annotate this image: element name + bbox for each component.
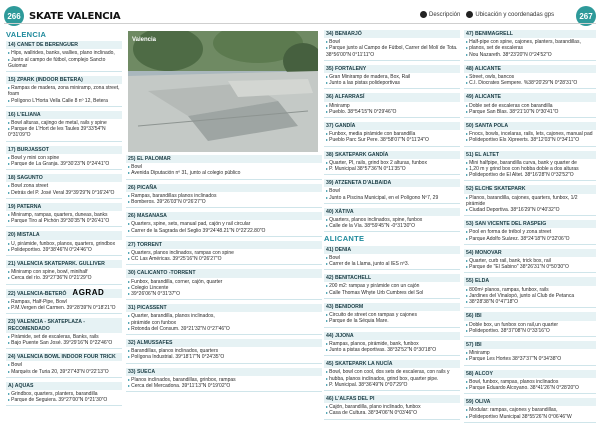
entry-detail-line: ▸ Parque de Seguiera. 39°27'00"N 0°21'30"O — [6, 397, 122, 403]
entry-title-text: 25) EL PALOMAR — [128, 156, 171, 162]
entry-title — [324, 332, 460, 340]
entry-title-text: 45) SKATEPARK LA NUCÍA — [326, 361, 393, 368]
entry-detail-line: ▸ Miniramp con spine, bowl, minihalf — [6, 269, 122, 275]
skatepark-entry — [6, 318, 122, 349]
entry-title-text: 53) SAN VICENTE DEL RASPEIG — [466, 221, 547, 228]
entry-title-text: 22) VALENCIA-BETERÓ — [8, 290, 67, 297]
page-header — [0, 0, 600, 26]
entry-title — [6, 41, 122, 49]
entry-detail-line: ▸ 1,20 m y grind box con hobba doble a dos alturas — [464, 166, 596, 172]
entry-title — [464, 398, 596, 406]
header-divider — [4, 23, 596, 24]
entry-detail-line: ▸ Miniramp, rampas, quarters, duneas, banks — [6, 212, 122, 218]
entry-title — [126, 368, 322, 376]
skatepark-entry — [126, 212, 322, 237]
entry-detail-line: ▸ Rampas, Half-Pipe, Bowl — [6, 299, 122, 305]
skatepark-entry — [126, 304, 322, 335]
skatepark-entry — [6, 76, 122, 107]
skatepark-entry — [6, 174, 122, 199]
entry-title — [6, 146, 122, 154]
brand-prefix: SKATE — [29, 11, 64, 22]
entry-detail-line: ▸ Polideportivo. 38°37'08"N 0°33'16"O — [464, 328, 596, 334]
brand-title — [29, 11, 120, 22]
entry-title-text: 47) BENIMAGRELL — [466, 31, 513, 37]
entry-detail-line: ▸ Bowl — [126, 164, 322, 170]
entry-detail-line: ▸ P.M.Vergen del Carmen. 39°28'39"N 0°18'21"O — [6, 305, 122, 311]
entry-detail-line: ▸ Pueblo. 38°54'15"N 0°29'46"O — [324, 109, 460, 115]
entry-detail-line: ▸ Polideportivo. 39°38'46"N 0°24'46"O — [6, 247, 122, 253]
entry-detail-line: ▸ Funbox, media pirámide con barandilla — [324, 131, 460, 137]
skatepark-entry — [6, 231, 122, 256]
section-heading: ALICANTE — [324, 234, 365, 244]
entry-title-text: A) AQUAS — [8, 382, 34, 389]
entry-title-text: 24) VALENCIA BOWL INDOOR FOUR TRICK — [8, 354, 116, 361]
page-number-left: 266 — [4, 6, 24, 26]
entry-detail-line: ▸ Ciudad Deportiva. 38°16'29"N 0°40'32"O — [464, 207, 596, 213]
entry-title-text: 56) IBI — [466, 313, 482, 320]
skatepark-entry — [126, 184, 322, 209]
entry-title-text: 48) ALICANTE — [466, 65, 501, 72]
entry-detail-line: ▸ Cerca del Mercadona. 39°11'13"N 0°19'02"O — [126, 383, 322, 389]
entry-title — [6, 174, 122, 182]
entry-title — [126, 155, 322, 163]
entry-detail-line: ▸ Polideportivo Municipal 38°55'26"N 0°06'46"W — [464, 414, 596, 420]
entry-title-text: 40) XÀTIVA — [326, 208, 354, 215]
entry-detail-line: ▸ Detrás del P. José Veral 39°39'29"N 0°16'24"O — [6, 190, 122, 196]
skatepark-entry — [464, 370, 596, 395]
entry-detail-line: ▸ Parque de "El Sabino" 38°26'31"N 0°50'30"O — [464, 264, 596, 270]
entry-detail-line: ▸ Nou Nazareth. 38°23'20"N 0°24'52"O — [464, 52, 596, 58]
skatepark-entry — [6, 260, 122, 285]
entry-detail-line: ▸ Doble box, un funbox con rail,un quarter — [464, 322, 596, 328]
entry-detail-line: ▸ Polideportivo de El Altet. 38°16'28"N 0°32'52"O — [464, 172, 596, 178]
entry-title-text: 34) BENIARJÓ — [326, 31, 362, 37]
legend-item-description: Descripción — [420, 11, 460, 18]
skatepark-entry — [464, 249, 596, 274]
entry-detail-line: ▸ Junto al campo de fútbol, complejo Sancto Guiomar — [6, 57, 122, 69]
entry-title-text: 16) L'ELIANA — [8, 111, 41, 118]
info-icon — [420, 11, 427, 18]
entry-detail-line: ▸ Carrer de la Llama, junto al IES nº3. — [324, 261, 460, 267]
brand-region: VALENCIA — [66, 11, 121, 22]
entry-title — [464, 122, 596, 130]
entry-title — [464, 65, 596, 73]
location-icon — [466, 11, 473, 18]
entry-detail-line: ▸ Parque Adolfo Suárez. 38°24'18"N 0°32'06"O — [464, 236, 596, 242]
skatepark-entry — [6, 41, 122, 72]
entry-detail-line: ▸ pirámide con funbox — [126, 320, 322, 326]
skatepark-entry — [324, 303, 460, 328]
entry-detail-line: ▸ Pool en forma de trébol y zona street — [464, 229, 596, 235]
skatepark-entry — [126, 155, 322, 180]
entry-detail-line: ▸ Quarters, planos inclinados, rampas con spine — [126, 250, 322, 256]
skatepark-entry — [464, 341, 596, 366]
skatepark-entry — [464, 277, 596, 308]
entry-detail-line: ▸ Quarters, planos inclinados, spine, funbox — [324, 217, 460, 223]
entry-detail-line: ▸ Calle Thomas Whyte Urb Cumbres del Sol — [324, 290, 460, 296]
entry-detail-line: ▸ Junto a las pistas polideportivas — [324, 80, 460, 86]
skatepark-entry — [6, 111, 122, 142]
entry-title — [6, 382, 122, 390]
skatepark-entry — [6, 289, 122, 315]
entry-detail-line: ▸ Casa de Cultura. 38°34'06"N 0°03'46"O — [324, 410, 460, 416]
skatepark-entry — [6, 203, 122, 228]
entry-detail-line: ▸ Bowl zona street — [6, 183, 122, 189]
entry-detail-line: ▸ 39°26'06"N 0°31'37"O — [126, 291, 322, 297]
skatepark-entry — [324, 360, 460, 391]
entry-title — [126, 184, 322, 192]
entry-detail-line: ▸ hubba, planos inclinados, grind box, quarter pipe. — [324, 376, 460, 382]
entry-detail-line: ▸ Quarters, spine, sets, manual pad, cajón y rail circular — [126, 221, 322, 227]
skatepark-entry — [464, 220, 596, 245]
entry-detail-line: ▸ Parque de la Séquia Mare. — [324, 318, 460, 324]
entry-detail-line: ▸ C.I. Diocrates Sempere. %38°20'29"N 0°28'31"O — [464, 80, 596, 86]
entry-title — [464, 249, 596, 257]
skatepark-entry — [464, 312, 596, 337]
entry-detail-line: ▸ Carrer de la Sagrada del Seglio 39°24'48.21"N 0°22'22.80"O — [126, 228, 322, 234]
entry-detail-line: ▸ Parque de La Granja. 39°30'23"N 0°24'41"O — [6, 161, 122, 167]
entry-title — [6, 318, 122, 332]
skatepark-entry — [464, 398, 596, 423]
entry-detail-line: ▸ Circuito de street con rampas y cajones — [324, 312, 460, 318]
entry-detail-line: ▸ Quarter, barandilla, planos inclinados, — [126, 313, 322, 319]
entry-detail-line: ▸ Miniramp — [464, 350, 596, 356]
skatepark-entry — [324, 30, 460, 61]
skatepark-entry — [464, 30, 596, 61]
entry-detail-line: ▸ Junto a Piscina Municipal, en el Polígono Nº7, 29 — [324, 195, 460, 201]
entry-title-text: 46) L'ALFAS DEL PI — [326, 395, 375, 402]
entry-detail-line: ▸ Parque Tiro al Pichón 39°30'35"N 0°26'41"O — [6, 218, 122, 224]
entry-title — [464, 341, 596, 349]
entry-detail-line: ▸ CC Las Américas. 39°25'16"N 0°26'27"O — [126, 256, 322, 262]
entry-title-text: 35) FORTALENY — [326, 65, 367, 72]
agrad-logo: AGRAD — [72, 287, 105, 297]
skatepark-entry — [324, 151, 460, 176]
entry-title — [324, 303, 460, 311]
entry-detail-line: ▸ 800m² planos, rampas, funbox, rails — [464, 287, 596, 293]
entry-title-text: 42) BENITACHELL — [326, 275, 372, 282]
entry-title — [324, 360, 460, 368]
skatepark-entry — [126, 241, 322, 266]
skatepark-entry — [6, 382, 122, 407]
entry-title-text: 21) VALENCIA SKATEPARK. GULLIVER — [8, 261, 105, 268]
entry-detail-line: ▸ Doble set de escaleras con barandilla — [464, 103, 596, 109]
skatepark-entry — [324, 274, 460, 299]
entry-title — [6, 289, 122, 298]
entry-title-text: 57) IBI — [466, 341, 482, 348]
skatepark-entry — [464, 93, 596, 118]
entry-title — [464, 312, 596, 320]
entry-title-text: 38) SKATEPARK GANDÍA — [326, 151, 389, 158]
entry-detail-line: ▸ Polígono L'Horta Vella Calle 8 nº 12, Betera — [6, 98, 122, 104]
column-2 — [126, 155, 322, 396]
entry-detail-line: ▸ Hips, wallrides, banks, wallies, plano inclinado, — [6, 50, 122, 56]
entry-detail-line: ▸ Bomberos. 39°26'03"N 0°26'27"O — [126, 199, 322, 205]
entry-detail-line: ▸ Marqués de Turia 20, 39°27'43"N 0°22'13"O — [6, 369, 122, 375]
entry-title — [464, 93, 596, 101]
entry-detail-line: ▸ Gran Miniramp de madera, Box, Rail — [324, 74, 460, 80]
entry-detail-line: ▸ Bowl, funbox, rampas, planos inclinados — [464, 379, 596, 385]
entry-detail-line: ▸ P. Municipal. 38°36'49"N 0°07'29"O — [324, 382, 460, 388]
entry-title-text: 55) ELDA — [466, 278, 490, 285]
entry-detail-line: ▸ Parque Eduardo Alcoyano. 38°41'26"N 0°28'20"O — [464, 385, 596, 391]
skatepark-entry — [126, 339, 322, 364]
entry-title — [324, 395, 460, 403]
entry-detail-line: ▸ Bajo Puente San José. 39°29'16"N 0°22'46"O — [6, 340, 122, 346]
entry-title-text: 54) MONOVAR — [466, 249, 502, 256]
photo-caption: Valencia — [132, 37, 157, 43]
entry-detail-line: ▸ Miniramp — [324, 103, 460, 109]
entry-title-text: 49) ALICANTE — [466, 94, 501, 101]
column-3 — [324, 30, 460, 424]
entry-title — [464, 277, 596, 285]
skatepark-entry — [324, 208, 460, 233]
legend-item-location: Ubicación y coordenadas gps — [466, 11, 554, 18]
skatepark-entry — [324, 332, 460, 357]
skatepark-entry — [6, 146, 122, 171]
entry-title — [6, 231, 122, 239]
entry-detail-line: ▸ Planos, barandilla, cajones, quarters, funbox, 1/2 pirámide — [464, 195, 596, 207]
entry-title-text: 59) OLIVA — [466, 399, 491, 406]
entry-title — [6, 260, 122, 268]
skatepark-entry — [464, 122, 596, 147]
entry-title-text: 30) CALICANTO -TORRENT — [128, 270, 196, 277]
entry-detail-line: ▸ Street, owls, bancos — [464, 74, 596, 80]
skatepark-entry — [324, 246, 460, 271]
entry-title — [324, 246, 460, 254]
entry-detail-line: ▸ Cajón, barandilla, plano inclinado, funbox — [324, 404, 460, 410]
entry-detail-line: ▸ Parque junto al Campo de Fútbol, Carrer del Molí de Tota. 38°56'00"N 0°11'11"O — [324, 45, 460, 57]
entry-title — [324, 30, 460, 38]
entry-title-text: 17) BURJASSOT — [8, 146, 49, 153]
entry-title — [126, 304, 322, 312]
entry-title-text: 36) ALFARRASÍ — [326, 94, 365, 101]
skatepark-entry — [324, 93, 460, 118]
entry-title — [126, 241, 322, 249]
entry-detail-line: ▸ Quarter, curb rail, bank, trick box, rail — [464, 258, 596, 264]
entry-title-text: 32) ALMUSSAFES — [128, 340, 173, 347]
entry-detail-line: ▸ Parque Les Hortes 38°37'37"N 0°34'38"O — [464, 356, 596, 362]
entry-title-text: 39) ATZENETA D'ALBAIDA — [326, 180, 392, 187]
skatepark-photo — [128, 31, 318, 152]
entry-title-text: 23) VALENCIA - SKATEPLAZA - RECOMENDADO — [8, 319, 85, 332]
entry-detail-line: ▸ Rampas de madera, zona miniramp, zona street, foam — [6, 85, 122, 97]
entry-title — [6, 111, 122, 119]
skatepark-entry — [126, 368, 322, 393]
entry-detail-line: ▸ planos, set de escaleras — [464, 45, 596, 51]
skatepark-entry — [324, 179, 460, 204]
entry-title — [324, 208, 460, 216]
entry-detail-line: ▸ Bowl — [324, 39, 460, 45]
entry-detail-line: ▸ Quarter, PI, rails, grind box 2 alturas, funbox — [324, 160, 460, 166]
entry-title — [126, 269, 322, 277]
entry-title — [6, 76, 122, 84]
entry-detail-line: ▸ Fnocs, bowls, incelaras, rails, lets, cajones, manual pad — [464, 131, 596, 137]
entry-title-text: 15) ZPARK (INDOOR BETERA) — [8, 77, 83, 84]
entry-detail-line: ▸ Grindbox, quarters, planters, barandilla — [6, 391, 122, 397]
entry-detail-line: ▸ Avenida Diputación nº 31, junto al colegio público — [126, 170, 322, 176]
entry-detail-line: ▸ Mini halfpipe, barandilla curva, bank y quarter de — [464, 160, 596, 166]
entry-detail-line: ▸ Bowl — [324, 255, 460, 261]
entry-title — [324, 151, 460, 159]
entry-detail-line: ▸ Bowl — [324, 188, 460, 194]
entry-detail-line: ▸ Polígona Industrial. 39°18'17"N 0°24'35"O — [126, 354, 322, 360]
entry-title-text: 43) BENIDORM — [326, 303, 364, 310]
column-4 — [464, 30, 596, 427]
entry-title-text: 58) ALCOY — [466, 370, 493, 377]
entry-detail-line: ▸ Bowl, bowl con cool, dos sets de escaleras, con rails y — [324, 369, 460, 375]
entry-title — [464, 151, 596, 159]
entry-title — [464, 220, 596, 228]
entry-detail-line: ▸ P. Municipal 38°57'36"N 0°11'35"O — [324, 166, 460, 172]
entry-detail-line: ▸ Bowl y mini con spine — [6, 155, 122, 161]
entry-title — [464, 185, 596, 193]
entry-detail-line: ▸ Pirámide, set de escaleras, Banks, rails — [6, 334, 122, 340]
entry-detail-line: ▸ Parque de L'Hort de les Taules 39°33'54"N 0°31'09"O — [6, 126, 122, 138]
entry-title-text: 26) PICAÑA — [128, 184, 157, 191]
entry-detail-line: ▸ Rotonda del Consum. 39°21'32"N 0°27'46"O — [126, 326, 322, 332]
entry-detail-line: ▸ Barandillas, planos inclinados, quarters — [126, 348, 322, 354]
entry-title-text: 31) PICASSENT — [128, 305, 167, 312]
legend — [420, 11, 554, 18]
entry-title-text: 50) SANTA POLA — [466, 123, 509, 130]
skatepark-entry — [126, 269, 322, 300]
entry-title-text: 37) GANDÍA — [326, 123, 356, 130]
entry-title-text: 51) EL ALTET — [466, 151, 500, 158]
entry-title-text: 26) MASANASA — [128, 213, 167, 220]
skatepark-entry — [464, 65, 596, 90]
entry-detail-line: ▸ Calle de la Vía. 38°59'45"N -0°31'30"O — [324, 223, 460, 229]
entry-detail-line: ▸ Colegio Lincente — [126, 285, 322, 291]
entry-detail-line: ▸ Cerca del río. 39°27'36"N 0°21'29"O — [6, 275, 122, 281]
entry-detail-line: ▸ Bowl — [6, 362, 122, 368]
skatepark-photo-image — [128, 31, 318, 152]
skatepark-entry — [324, 395, 460, 420]
entry-title-text: 20) MISTALA — [8, 232, 40, 239]
entry-title — [464, 370, 596, 378]
skatepark-entry — [464, 151, 596, 182]
entry-detail-line: ▸ Modular: rampas, cajones y barandillas, — [464, 407, 596, 413]
skatepark-entry — [324, 65, 460, 90]
page-number-right: 267 — [576, 6, 596, 26]
entry-title — [324, 65, 460, 73]
entry-title-text: 27) TORRENT — [128, 241, 162, 248]
entry-title-text: 33) SUECA — [128, 368, 156, 375]
section-heading: VALENCIA — [6, 30, 47, 39]
entry-title — [324, 93, 460, 101]
entry-detail-line: ▸ Jardines del Vinalopó, junto al Club de Petanca — [464, 293, 596, 299]
entry-title — [6, 203, 122, 211]
entry-title — [324, 179, 460, 187]
entry-detail-line: ▸ Bowl alturas, cajingo de metal, rails y spine — [6, 120, 122, 126]
entry-detail-line: ▸ Rampas, barandillas planos inclinados — [126, 193, 322, 199]
skatepark-entry — [6, 353, 122, 378]
skatepark-entry — [324, 122, 460, 147]
entry-detail-line: ▸ Polideportivo Els Xipreerts. 38°12'03"N 0°34'11"O — [464, 137, 596, 143]
entry-title-text: 41) DENIA — [326, 246, 352, 253]
entry-title-text: 52) ELCHE SKATEPARK — [466, 186, 526, 193]
entry-detail-line: ▸ Parque San Blas. 38°21'10"N 0°30'41"O — [464, 109, 596, 115]
entry-title — [126, 212, 322, 220]
skatepark-entry — [464, 185, 596, 216]
column-1 — [6, 30, 122, 410]
entry-title — [324, 122, 460, 130]
entry-detail-line: ▸ Junto a pistas deportivas. 38°32'52"N 0°30'18"O — [324, 347, 460, 353]
entry-title-text: 19) PATERNA — [8, 203, 42, 210]
entry-title — [324, 274, 460, 282]
entry-detail-line: ▸ Funbox, barandilla, corner, cajón, quarter — [126, 279, 322, 285]
entry-title-text: 44) JIJONA — [326, 332, 354, 339]
entry-detail-line: ▸ 200 m2: rampas y pirámide con un cajón — [324, 283, 460, 289]
entry-title-text: 14) CANET DE BERENGUER — [8, 42, 79, 49]
entry-detail-line: ▸ Pueblo Parc Sur Pere. 38°58'07"N 0°11'24"O — [324, 137, 460, 143]
entry-detail-line: ▸ Half-pipe con spine, cajones, planters, barandillas, — [464, 39, 596, 45]
entry-detail-line: ▸ Rampas, planos, pirámide, bank, funbox — [324, 341, 460, 347]
entry-title — [126, 339, 322, 347]
entry-title — [6, 353, 122, 361]
entry-title — [464, 30, 596, 38]
entry-title-text: 18) SAGUNTO — [8, 175, 43, 182]
entry-detail-line: ▸ 38°28'38"N 0°47'18"O — [464, 299, 596, 305]
entry-detail-line: ▸ Planos inclinados, barandillas, grinbox, rampas — [126, 377, 322, 383]
entry-detail-line: ▸ U, pirámide, funbox, planos, quarters, grindbox — [6, 241, 122, 247]
